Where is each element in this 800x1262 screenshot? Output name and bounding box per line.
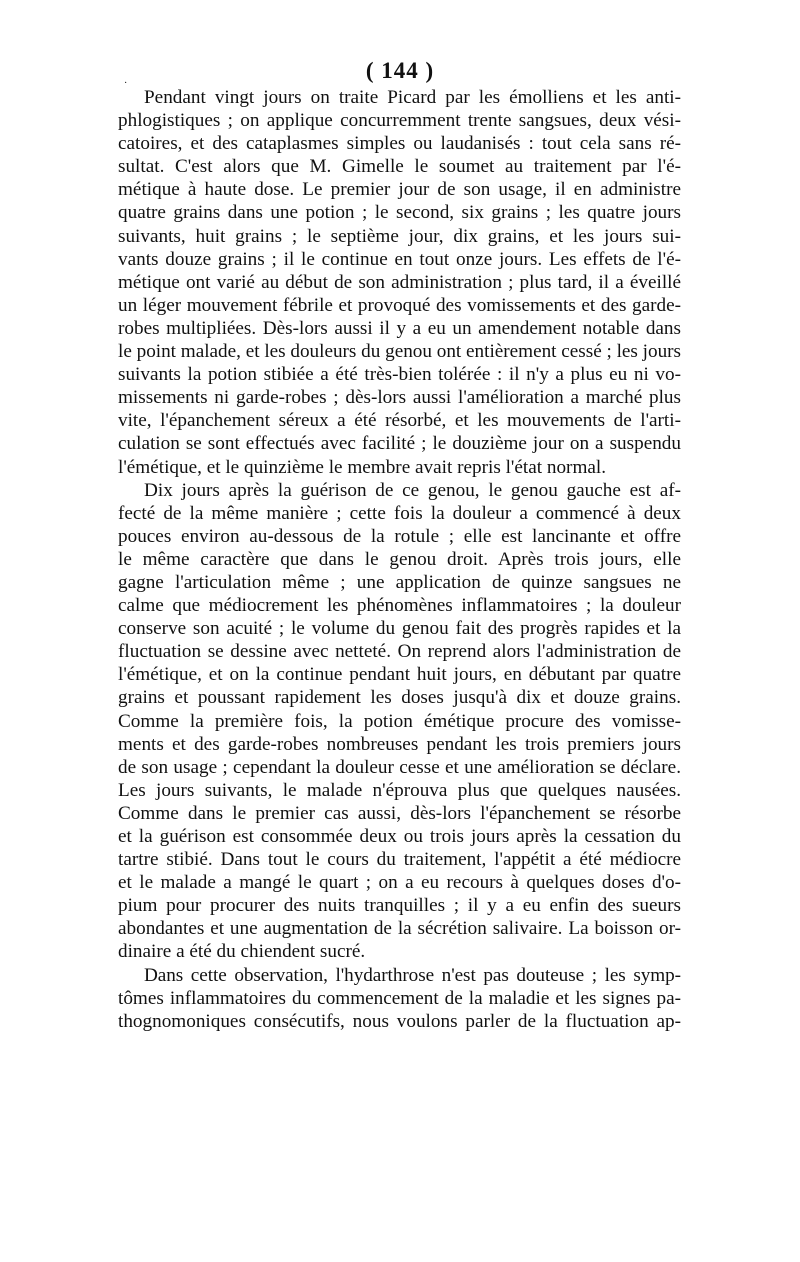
text-line: Pendant vingt jours on traite Picard par les émolliens et les anti- [144,87,681,108]
text-line: le même caractère que dans le genou droit. Après trois jours, elle [118,548,681,570]
paragraph-3 [118,964,681,1033]
text-line: vite, l'épanchement séreux a été résorbé, et les mouvements de l'arti- [118,410,681,432]
text-line: dinaire a été du chiendent sucré. [118,941,366,963]
text-line: gagne l'articulation même ; une application de quinze sangsues ne [118,571,681,593]
text-line: missements ni garde-robes ; dès-lors aussi l'amélioration a marché plus [118,387,681,409]
text-line: catoires, et des cataplasmes simples ou laudanisés : tout cela sans ré- [118,133,681,155]
text-line: fluctuation se dessine avec netteté. On reprend alors l'administration de [118,641,681,663]
text-line: vants douze grains ; il le continue en tout onze jours. Les effets de l'é- [118,248,681,270]
text-line: Les jours suivants, le malade n'éprouva plus que quelques nausées. [118,779,681,801]
text-line: pium pour procurer des nuits tranquilles ; il y a eu enfin des sueurs [118,895,681,917]
text-line: tômes inflammatoires du commencement de la maladie et les signes pa- [118,987,681,1009]
text-line: Dans cette observation, l'hydarthrose n'est pas douteuse ; les symp- [144,964,681,986]
text-line: tartre stibié. Dans tout le cours du traitement, l'appétit a été médiocre [118,849,681,871]
text-line: suivants la potion stibiée a été très-bien tolérée : il n'y a plus eu ni vo- [118,364,681,386]
text-line: et la guérison est consommée deux ou trois jours après la cessation du [118,826,681,847]
text-line: fecté de la même manière ; cette fois la douleur a commencé à deux [118,502,681,524]
text-line: suivants, huit grains ; le septième jour, dix grains, et les jours sui- [118,225,681,247]
body-text [118,86,681,1033]
text-line: pouces environ au-dessous de la rotule ; elle est lancinante et offre [118,525,681,547]
text-line: le point malade, et les douleurs du genou ont entièrement cessé ; les jours [118,341,681,363]
text-line: sultat. C'est alors que M. Gimelle le soumet au traitement par l'é- [118,156,681,178]
text-line: robes multipliées. Dès-lors aussi il y a eu un amendement notable dans [118,317,681,339]
text-line: culation se sont effectués avec facilité ; le douzième jour on a suspendu [118,433,681,455]
text-line: abondantes et une augmentation de la sécrétion salivaire. La boisson or- [118,918,681,940]
text-line: et le malade a mangé le quart ; on a eu recours à quelques doses d'o- [118,872,681,894]
text-line: un léger mouvement fébrile et provoqué des vomissements et des garde- [118,294,681,316]
text-line: quatre grains dans une potion ; le second, six grains ; les quatre jours [118,202,681,224]
paragraph-1 [118,86,681,479]
text-line: grains et poussant rapidement les doses jusqu'à dix et douze grains. [118,687,681,709]
paragraph-2 [118,479,681,964]
text-line: de son usage ; cependant la douleur cesse et une amélioration se déclare. [118,756,681,778]
text-line: métique ont varié au début de son administration ; plus tard, il a éveillé [118,271,681,293]
text-line: Comme dans le premier cas aussi, dès-lors l'épanchement se résorbe [118,802,681,824]
text-line: l'émétique, et le quinzième le membre avait repris l'état normal. [118,456,607,478]
text-line: métique à haute dose. Le premier jour de son usage, il en administre [118,179,681,201]
text-line: phlogistiques ; on applique concurremment trente sangsues, deux vési- [118,110,681,132]
text-line: ments et des garde-robes nombreuses pendant les trois premiers jours [118,733,681,755]
text-line: calme que médiocrement les phénomènes inflammatoires ; la douleur [118,595,681,617]
page-number: ( 144 ) [365,58,435,83]
text-line: Comme la première fois, la potion émétique procure des vomisse- [118,710,681,732]
text-line: thognomoniques consécutifs, nous voulons parler de la fluctuation ap- [118,1010,681,1032]
text-line: Dix jours après la guérison de ce genou, le genou gauche est af- [144,479,681,501]
stray-mark: · [124,78,128,89]
text-line: l'émétique, et on la continue pendant huit jours, en débutant par quatre [118,664,681,686]
text-line: conserve son acuité ; le volume du genou fait des progrès rapides et la [118,618,681,640]
